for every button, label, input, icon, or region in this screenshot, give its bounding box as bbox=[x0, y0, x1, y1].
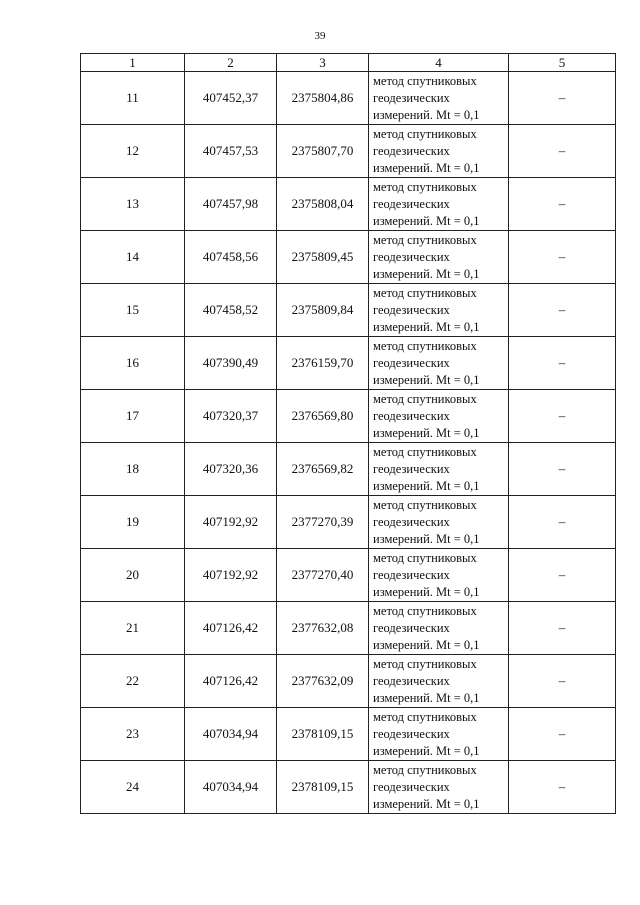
y-coordinate-cell: 2376569,82 bbox=[277, 443, 369, 496]
note-cell: – bbox=[509, 72, 616, 125]
table-row bbox=[81, 443, 616, 496]
note-cell: – bbox=[509, 496, 616, 549]
method-line: метод спутниковых bbox=[373, 126, 477, 141]
method-line: метод спутниковых bbox=[373, 656, 477, 671]
method-line: геодезических bbox=[373, 90, 450, 105]
method-line: метод спутниковых bbox=[373, 709, 477, 724]
table-row bbox=[81, 72, 616, 125]
point-number-cell: 23 bbox=[81, 708, 185, 761]
x-coordinate-cell: 407192,92 bbox=[185, 549, 277, 602]
x-coordinate-cell: 407452,37 bbox=[185, 72, 277, 125]
table-row bbox=[81, 549, 616, 602]
note-cell: – bbox=[509, 231, 616, 284]
method-line: геодезических bbox=[373, 249, 450, 264]
note-cell: – bbox=[509, 655, 616, 708]
x-coordinate-cell: 407458,52 bbox=[185, 284, 277, 337]
method-line: измерений. Mt = 0,1 bbox=[373, 425, 480, 440]
header-col-4: 4 bbox=[369, 54, 509, 72]
point-number-cell: 17 bbox=[81, 390, 185, 443]
method-line: измерений. Mt = 0,1 bbox=[373, 107, 480, 122]
table-row bbox=[81, 125, 616, 178]
point-number-cell: 18 bbox=[81, 443, 185, 496]
method-line: геодезических bbox=[373, 779, 450, 794]
x-coordinate-cell: 407458,56 bbox=[185, 231, 277, 284]
method-cell bbox=[369, 708, 509, 761]
y-coordinate-cell: 2377632,09 bbox=[277, 655, 369, 708]
table-row bbox=[81, 231, 616, 284]
method-cell bbox=[369, 496, 509, 549]
header-col-5: 5 bbox=[509, 54, 616, 72]
method-line: метод спутниковых bbox=[373, 179, 477, 194]
y-coordinate-cell: 2375809,84 bbox=[277, 284, 369, 337]
header-col-2: 2 bbox=[185, 54, 277, 72]
y-coordinate-cell: 2375808,04 bbox=[277, 178, 369, 231]
x-coordinate-cell: 407320,36 bbox=[185, 443, 277, 496]
method-line: измерений. Mt = 0,1 bbox=[373, 743, 480, 758]
note-cell: – bbox=[509, 549, 616, 602]
point-number-cell: 12 bbox=[81, 125, 185, 178]
method-line: метод спутниковых bbox=[373, 497, 477, 512]
method-cell bbox=[369, 231, 509, 284]
point-number-cell: 13 bbox=[81, 178, 185, 231]
method-line: метод спутниковых bbox=[373, 444, 477, 459]
method-line: метод спутниковых bbox=[373, 550, 477, 565]
method-line: метод спутниковых bbox=[373, 285, 477, 300]
method-line: измерений. Mt = 0,1 bbox=[373, 531, 480, 546]
method-cell bbox=[369, 443, 509, 496]
y-coordinate-cell: 2377632,08 bbox=[277, 602, 369, 655]
note-cell: – bbox=[509, 390, 616, 443]
method-line: метод спутниковых bbox=[373, 232, 477, 247]
table-row bbox=[81, 284, 616, 337]
method-line: геодезических bbox=[373, 302, 450, 317]
method-line: метод спутниковых bbox=[373, 762, 477, 777]
table-row bbox=[81, 655, 616, 708]
note-cell: – bbox=[509, 602, 616, 655]
method-line: измерений. Mt = 0,1 bbox=[373, 478, 480, 493]
point-number-cell: 15 bbox=[81, 284, 185, 337]
method-line: измерений. Mt = 0,1 bbox=[373, 319, 480, 334]
method-cell bbox=[369, 549, 509, 602]
method-cell bbox=[369, 390, 509, 443]
x-coordinate-cell: 407457,98 bbox=[185, 178, 277, 231]
point-number-cell: 11 bbox=[81, 72, 185, 125]
method-line: измерений. Mt = 0,1 bbox=[373, 796, 480, 811]
table-row bbox=[81, 708, 616, 761]
method-line: геодезических bbox=[373, 196, 450, 211]
note-cell: – bbox=[509, 125, 616, 178]
point-number-cell: 16 bbox=[81, 337, 185, 390]
method-line: измерений. Mt = 0,1 bbox=[373, 637, 480, 652]
table-row bbox=[81, 337, 616, 390]
table-row bbox=[81, 178, 616, 231]
method-line: геодезических bbox=[373, 408, 450, 423]
note-cell: – bbox=[509, 443, 616, 496]
point-number-cell: 21 bbox=[81, 602, 185, 655]
y-coordinate-cell: 2378109,15 bbox=[277, 708, 369, 761]
method-line: измерений. Mt = 0,1 bbox=[373, 690, 480, 705]
method-cell bbox=[369, 72, 509, 125]
table-row bbox=[81, 390, 616, 443]
x-coordinate-cell: 407457,53 bbox=[185, 125, 277, 178]
method-line: геодезических bbox=[373, 143, 450, 158]
method-line: метод спутниковых bbox=[373, 338, 477, 353]
x-coordinate-cell: 407192,92 bbox=[185, 496, 277, 549]
method-line: метод спутниковых bbox=[373, 73, 477, 88]
method-line: геодезических bbox=[373, 567, 450, 582]
table-row bbox=[81, 761, 616, 814]
y-coordinate-cell: 2375807,70 bbox=[277, 125, 369, 178]
method-line: измерений. Mt = 0,1 bbox=[373, 372, 480, 387]
coordinates-table bbox=[80, 53, 616, 814]
method-line: метод спутниковых bbox=[373, 603, 477, 618]
table-body bbox=[81, 72, 616, 814]
header-row bbox=[81, 54, 616, 72]
table-row bbox=[81, 496, 616, 549]
x-coordinate-cell: 407126,42 bbox=[185, 655, 277, 708]
table-row bbox=[81, 602, 616, 655]
table-header bbox=[81, 54, 616, 72]
x-coordinate-cell: 407320,37 bbox=[185, 390, 277, 443]
x-coordinate-cell: 407126,42 bbox=[185, 602, 277, 655]
point-number-cell: 24 bbox=[81, 761, 185, 814]
method-cell bbox=[369, 125, 509, 178]
y-coordinate-cell: 2377270,40 bbox=[277, 549, 369, 602]
x-coordinate-cell: 407034,94 bbox=[185, 708, 277, 761]
x-coordinate-cell: 407034,94 bbox=[185, 761, 277, 814]
point-number-cell: 19 bbox=[81, 496, 185, 549]
note-cell: – bbox=[509, 178, 616, 231]
method-cell bbox=[369, 655, 509, 708]
method-line: геодезических bbox=[373, 355, 450, 370]
method-line: измерений. Mt = 0,1 bbox=[373, 160, 480, 175]
note-cell: – bbox=[509, 761, 616, 814]
method-cell bbox=[369, 761, 509, 814]
page-number: 39 bbox=[314, 30, 326, 42]
method-line: геодезических bbox=[373, 673, 450, 688]
y-coordinate-cell: 2377270,39 bbox=[277, 496, 369, 549]
header-col-1: 1 bbox=[81, 54, 185, 72]
method-cell bbox=[369, 602, 509, 655]
point-number-cell: 22 bbox=[81, 655, 185, 708]
point-number-cell: 20 bbox=[81, 549, 185, 602]
y-coordinate-cell: 2376159,70 bbox=[277, 337, 369, 390]
y-coordinate-cell: 2375809,45 bbox=[277, 231, 369, 284]
note-cell: – bbox=[509, 337, 616, 390]
method-line: измерений. Mt = 0,1 bbox=[373, 213, 480, 228]
y-coordinate-cell: 2376569,80 bbox=[277, 390, 369, 443]
header-col-3: 3 bbox=[277, 54, 369, 72]
method-line: метод спутниковых bbox=[373, 391, 477, 406]
method-cell bbox=[369, 284, 509, 337]
method-line: измерений. Mt = 0,1 bbox=[373, 584, 480, 599]
method-cell bbox=[369, 178, 509, 231]
method-line: измерений. Mt = 0,1 bbox=[373, 266, 480, 281]
y-coordinate-cell: 2375804,86 bbox=[277, 72, 369, 125]
note-cell: – bbox=[509, 708, 616, 761]
x-coordinate-cell: 407390,49 bbox=[185, 337, 277, 390]
point-number-cell: 14 bbox=[81, 231, 185, 284]
method-line: геодезических bbox=[373, 514, 450, 529]
method-line: геодезических bbox=[373, 726, 450, 741]
method-line: геодезических bbox=[373, 461, 450, 476]
method-line: геодезических bbox=[373, 620, 450, 635]
note-cell: – bbox=[509, 284, 616, 337]
method-cell bbox=[369, 337, 509, 390]
y-coordinate-cell: 2378109,15 bbox=[277, 761, 369, 814]
